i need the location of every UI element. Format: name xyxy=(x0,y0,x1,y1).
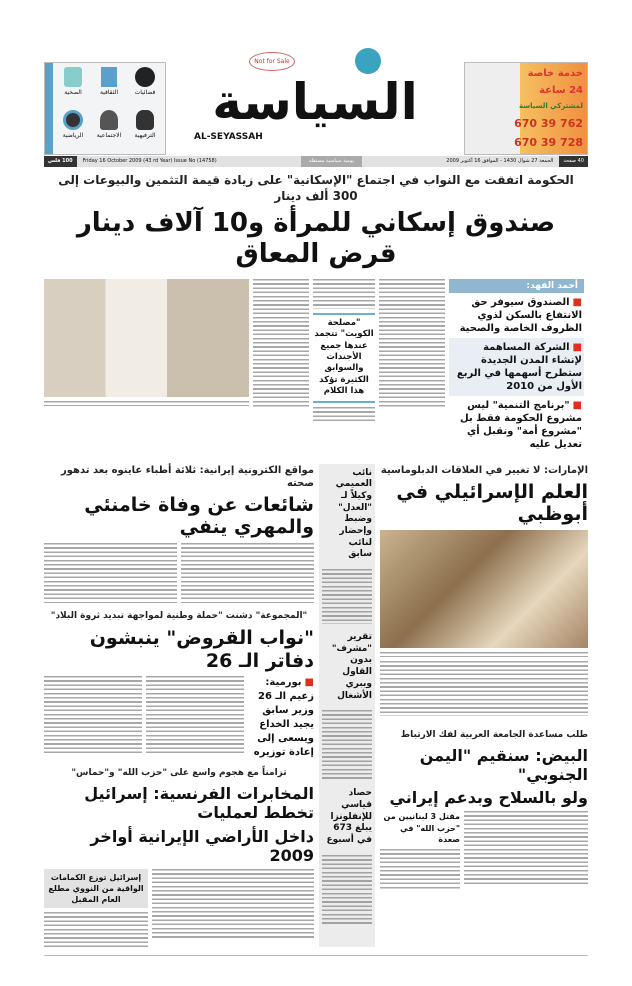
ad-phone-1[interactable]: 670 39 762 xyxy=(514,116,583,130)
sidebar-item[interactable]: حصاد قياسي للإنفلونزا يبلغ 673 في أسبوع xyxy=(326,788,372,845)
lead-photo xyxy=(44,279,249,397)
ad-strip xyxy=(45,63,53,154)
newspaper-logo xyxy=(180,48,450,142)
ad-icon-health: الصحية xyxy=(55,67,91,107)
sidebar-body xyxy=(322,710,372,780)
pull-quote: "مصلحة الكويت" تتجمد عندها جميع الأجندات والسوابق الكثيرة تؤكد هذا الكلام xyxy=(313,313,375,403)
logo-latin: AL-SEYASSAH xyxy=(194,131,263,142)
ad-icon-sports: الرياضية xyxy=(55,110,91,150)
sidebar-item[interactable]: تقرير "مشرف" بدون القاول ويبري الأشغال xyxy=(331,632,372,701)
second-section xyxy=(44,464,588,948)
yemen-kicker: طلب مساعدة الجامعة العربية لفك الارتباط xyxy=(400,730,588,741)
lead-headline: صندوق إسكاني للمرأة و10 آلاف دينار قرض المعاق xyxy=(76,208,556,270)
bottom-rule xyxy=(44,955,588,956)
uae-photo xyxy=(380,530,588,648)
loans-body-left xyxy=(44,676,142,756)
lead-photo-caption xyxy=(44,401,249,406)
ad-phone-2[interactable]: 670 39 728 xyxy=(514,135,583,149)
fahad-box xyxy=(449,279,584,454)
date-bar xyxy=(44,156,588,167)
lead-body-col3 xyxy=(313,407,375,422)
uae-kicker: الإمارات: لا تغيير في العلاقات الدبلوماسية xyxy=(380,464,588,476)
loans-kicker: "المجموعة" دشنت "حملة وطنية لمواجهة تبديد ثروة البلاد" xyxy=(50,611,308,622)
fahad-bullet[interactable]: ■الصندوق سيوفر حق الانتفاع بالسكن لذوي الظروف الخاصة والصحية xyxy=(459,296,582,334)
tagline: يومية سياسية مستقلة xyxy=(301,156,362,167)
bullet-icon: ■ xyxy=(572,296,582,308)
pages-badge: 40 صفحة xyxy=(559,156,588,167)
french-box[interactable]: إسرائيل توزع الكمامات الواقية من النووي مطلع العام المقبل xyxy=(44,869,148,909)
loans-side-quote[interactable]: ■بورمية: زعيم الـ 26 وزير سابق يجيد الخداع ويسعى إلى إعادة توزيره xyxy=(253,677,314,759)
french-headline-1: المخابرات الفرنسية: إسرائيل تخطط لعمليات xyxy=(84,784,314,823)
khamenei-kicker: مواقع الكترونية إيرانية: ثلاثة أطباء عاينوه بعد تدهور صحته xyxy=(60,464,314,489)
french-kicker: تزامناً مع هجوم واسع على "حزب الله" و"حماس" xyxy=(71,768,287,779)
uae-body xyxy=(380,661,588,716)
bullet-icon: ■ xyxy=(304,677,314,689)
yemen-headline-1: البيض: سنقيم "اليمن الجنوبي" xyxy=(419,745,588,785)
ad-icon-culture: الثقافية xyxy=(91,67,127,107)
news-sidebar xyxy=(319,464,375,948)
bird-logo-icon xyxy=(355,48,381,74)
lead-body-col1 xyxy=(253,279,309,409)
ad-icon-entertainment: الترفيهية xyxy=(127,110,163,150)
not-for-sale-stamp: Not for Sale xyxy=(249,52,294,71)
french-headline-2: داخل الأراضي الإيرانية أواخر 2009 xyxy=(90,826,314,865)
bullet-icon: ■ xyxy=(572,399,582,411)
fahad-bullet[interactable]: ■"برنامج التنمية" ليس مشروع الحكومة فقط بل "مشروع أمة" ونقبل أي تعديل عليه xyxy=(460,399,582,450)
lead-body-col4 xyxy=(379,279,445,409)
ad-subscribers-label: لمشتركي السياسة xyxy=(518,102,583,111)
lead-section xyxy=(44,279,588,454)
ad-service-label: خدمة خاصة xyxy=(527,68,583,80)
price-badge: 100 فلس xyxy=(44,156,77,167)
khamenei-body-left xyxy=(44,543,177,603)
lead-body-col2 xyxy=(313,279,375,309)
masthead xyxy=(44,48,588,148)
logo-arabic: السياسة xyxy=(212,73,418,131)
fahad-bullet[interactable]: ■الشركة المساهمة لإنشاء المدن الجديدة ستطرح أسهمها في الربع الأول من 2010 xyxy=(449,338,584,396)
yemen-body-left xyxy=(380,849,460,889)
lead-kicker: الحكومة اتفقت مع النواب في اجتماع "الإسكانية" على زيادة قيمة التثمين والبيوعات إلى 300 ألف دينار xyxy=(58,173,574,203)
uae-photo-caption xyxy=(380,652,588,657)
fahad-box-title: أحمد الفهد: xyxy=(449,279,584,293)
french-body-left xyxy=(44,912,148,947)
ad-hours-label: 24 ساعة xyxy=(539,85,583,97)
right-ad[interactable] xyxy=(464,62,588,155)
sidebar-body xyxy=(322,855,372,925)
sidebar-item[interactable]: نائب العميمي وكيلاً لـ "العدل" وضبط وإحضار لنائب سابق xyxy=(335,467,372,560)
uae-headline: العلم الإسرائيلي في أبوظبي xyxy=(396,480,588,526)
khamenei-body-right xyxy=(181,543,314,603)
khamenei-headline: شائعات عن وفاة خامنئي والمهري ينفي xyxy=(84,493,314,539)
yemen-headline-2: ولو بالسلاح وبدعم إيراني xyxy=(389,788,588,808)
left-ad[interactable] xyxy=(44,62,166,155)
french-body-right xyxy=(152,869,314,939)
ad-icon-social: الاجتماعية xyxy=(91,110,127,150)
yemen-body-right xyxy=(464,811,588,886)
bullet-icon: ■ xyxy=(572,341,582,353)
sidebar-body xyxy=(322,569,372,624)
yemen-subhead[interactable]: مقتل 3 لبنانيين من "حزب الله" في صعدة xyxy=(383,812,460,844)
arabic-date: الجمعة 27 شوال 1430 - الموافق 16 أكتوبر 2009 xyxy=(446,158,554,164)
loans-body-right xyxy=(146,676,244,756)
loans-headline: "نواب القروض" ينبشون دفاتر الـ 26 xyxy=(89,626,314,672)
ad-icon-satellite: فضائيات xyxy=(127,67,163,107)
english-date: Friday 16 October 2009 (43 rd Year) Issue No (14758) xyxy=(82,158,217,164)
